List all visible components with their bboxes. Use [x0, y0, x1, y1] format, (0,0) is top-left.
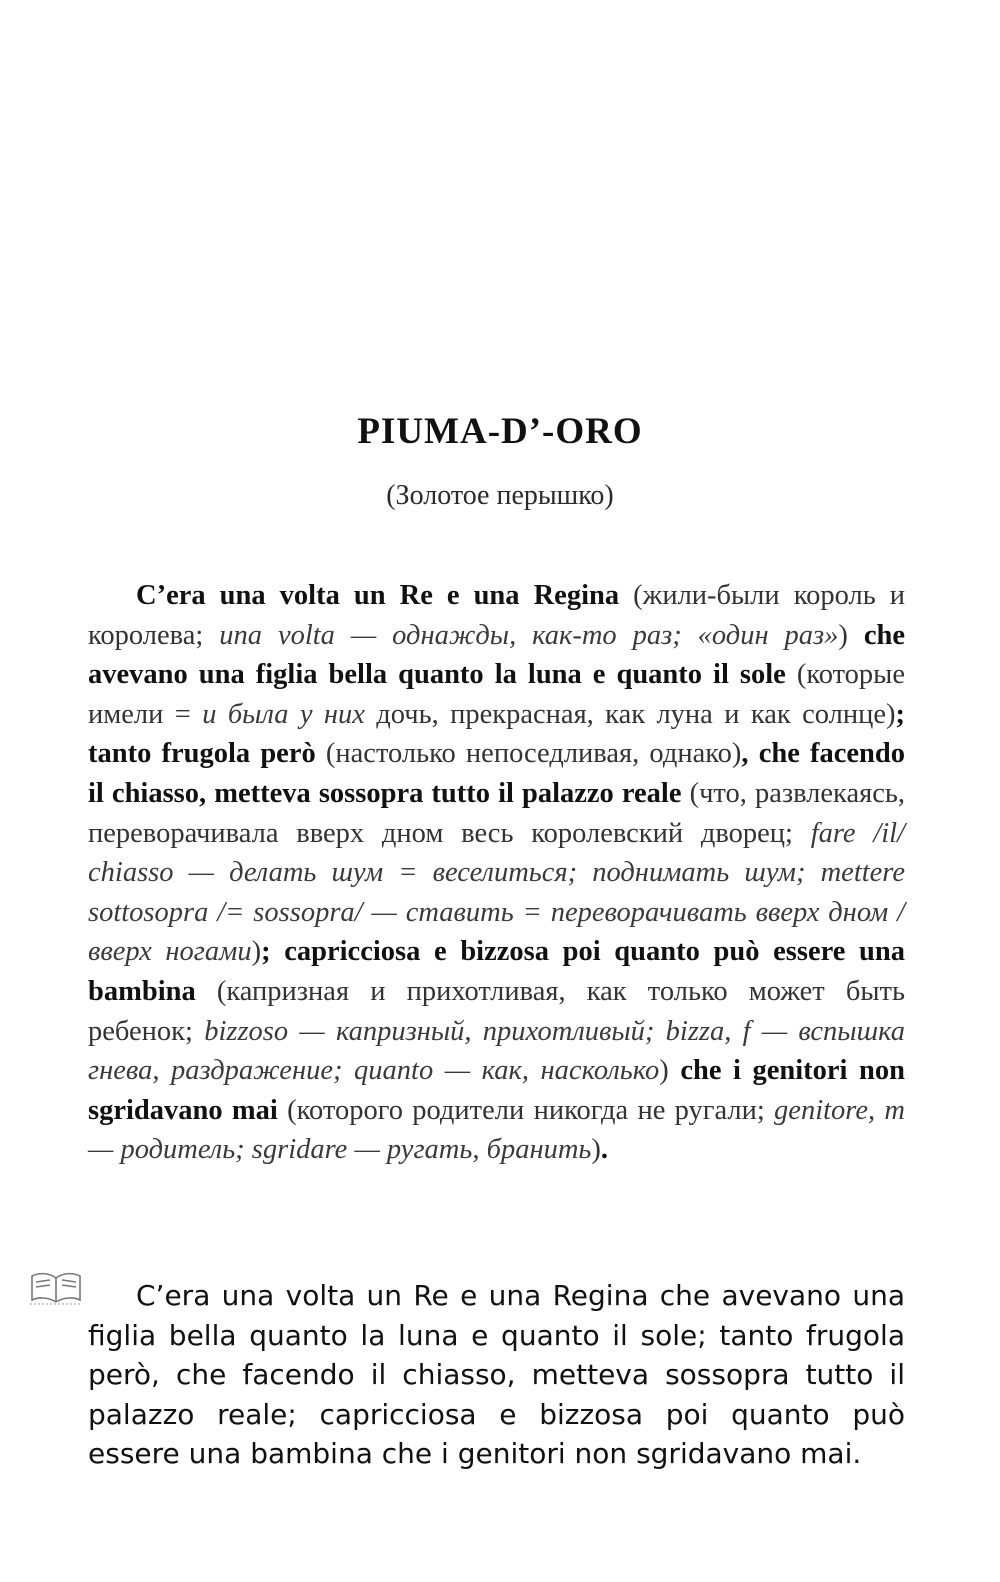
translation-text: (что, развлекаясь, переворачивала вверх дном весь королевский дворец; — [88, 777, 905, 849]
translation-text: ) — [251, 936, 262, 968]
story-subtitle: (Золотое перышко) — [386, 480, 614, 511]
plain-paragraph: C’era una volta un Re e una Regina che avevano una figlia bella quanto la luna e quanto il sole; tanto frugola però, che facendo il chiasso, metteva sossopra tutto il palazzo reale; capricciosa e bizzosa poi quanto può essere una bambina che i genitori non sgridavano mai. — [88, 1279, 905, 1470]
translation-text: ) — [838, 619, 864, 651]
translation-text: (которые имели = — [88, 659, 905, 730]
translation-text: (настолько непоседливая, однако) — [315, 738, 742, 770]
italian-phrase: che i genitori non sgridavano mai — [88, 1055, 905, 1126]
italian-phrase: , che facendo il chiasso, metteva sossopra tutto il palazzo reale — [88, 738, 906, 809]
translation-text: дочь, прекрасная, как луна и как солнце) — [364, 698, 896, 730]
translation-text: ) — [659, 1055, 681, 1087]
italian-phrase: che avevano una figlia bella quanto la luna e quanto il sole — [88, 619, 905, 691]
italian-phrase: C’era una volta un Re e una Regina — [136, 580, 620, 611]
translation-text: (жили-были король и королева; — [88, 580, 905, 651]
italian-phrase: ; tanto frugola però — [88, 698, 905, 770]
vocabulary-note: genitore, m — родитель; sgridare — ругать, бранить — [88, 1094, 905, 1166]
translation-text: (которого родители никогда не ругали; — [277, 1094, 775, 1126]
vocabulary-note: una volta — однажды, как-то раз; «один раз» — [219, 619, 839, 651]
translation-text: (капризная и прихотливая, как только может быть ребенок; — [88, 975, 905, 1047]
italian-phrase: ; capricciosa e bizzosa poi quanto può essere una bambina — [88, 936, 905, 1007]
vocabulary-note: и была у них — [202, 698, 365, 730]
open-book-icon — [28, 1268, 84, 1308]
story-title: PIUMA-D’-ORO — [357, 411, 643, 452]
italian-phrase: . — [600, 1134, 609, 1166]
vocabulary-note: fare /il/ chiasso — делать шум = веселиться; поднимать шум; mettere sottosopra /= sossopra/ — ставить = переворачивать вверх дном / вверх ногами — [88, 817, 905, 968]
translation-text: ) — [591, 1134, 601, 1166]
vocabulary-note: bizzoso — капризный, прихотливый; bizza, f — вспышка гнева, раздражение; quanto — как, насколько — [88, 1015, 905, 1087]
annotated-paragraph — [88, 576, 905, 1170]
